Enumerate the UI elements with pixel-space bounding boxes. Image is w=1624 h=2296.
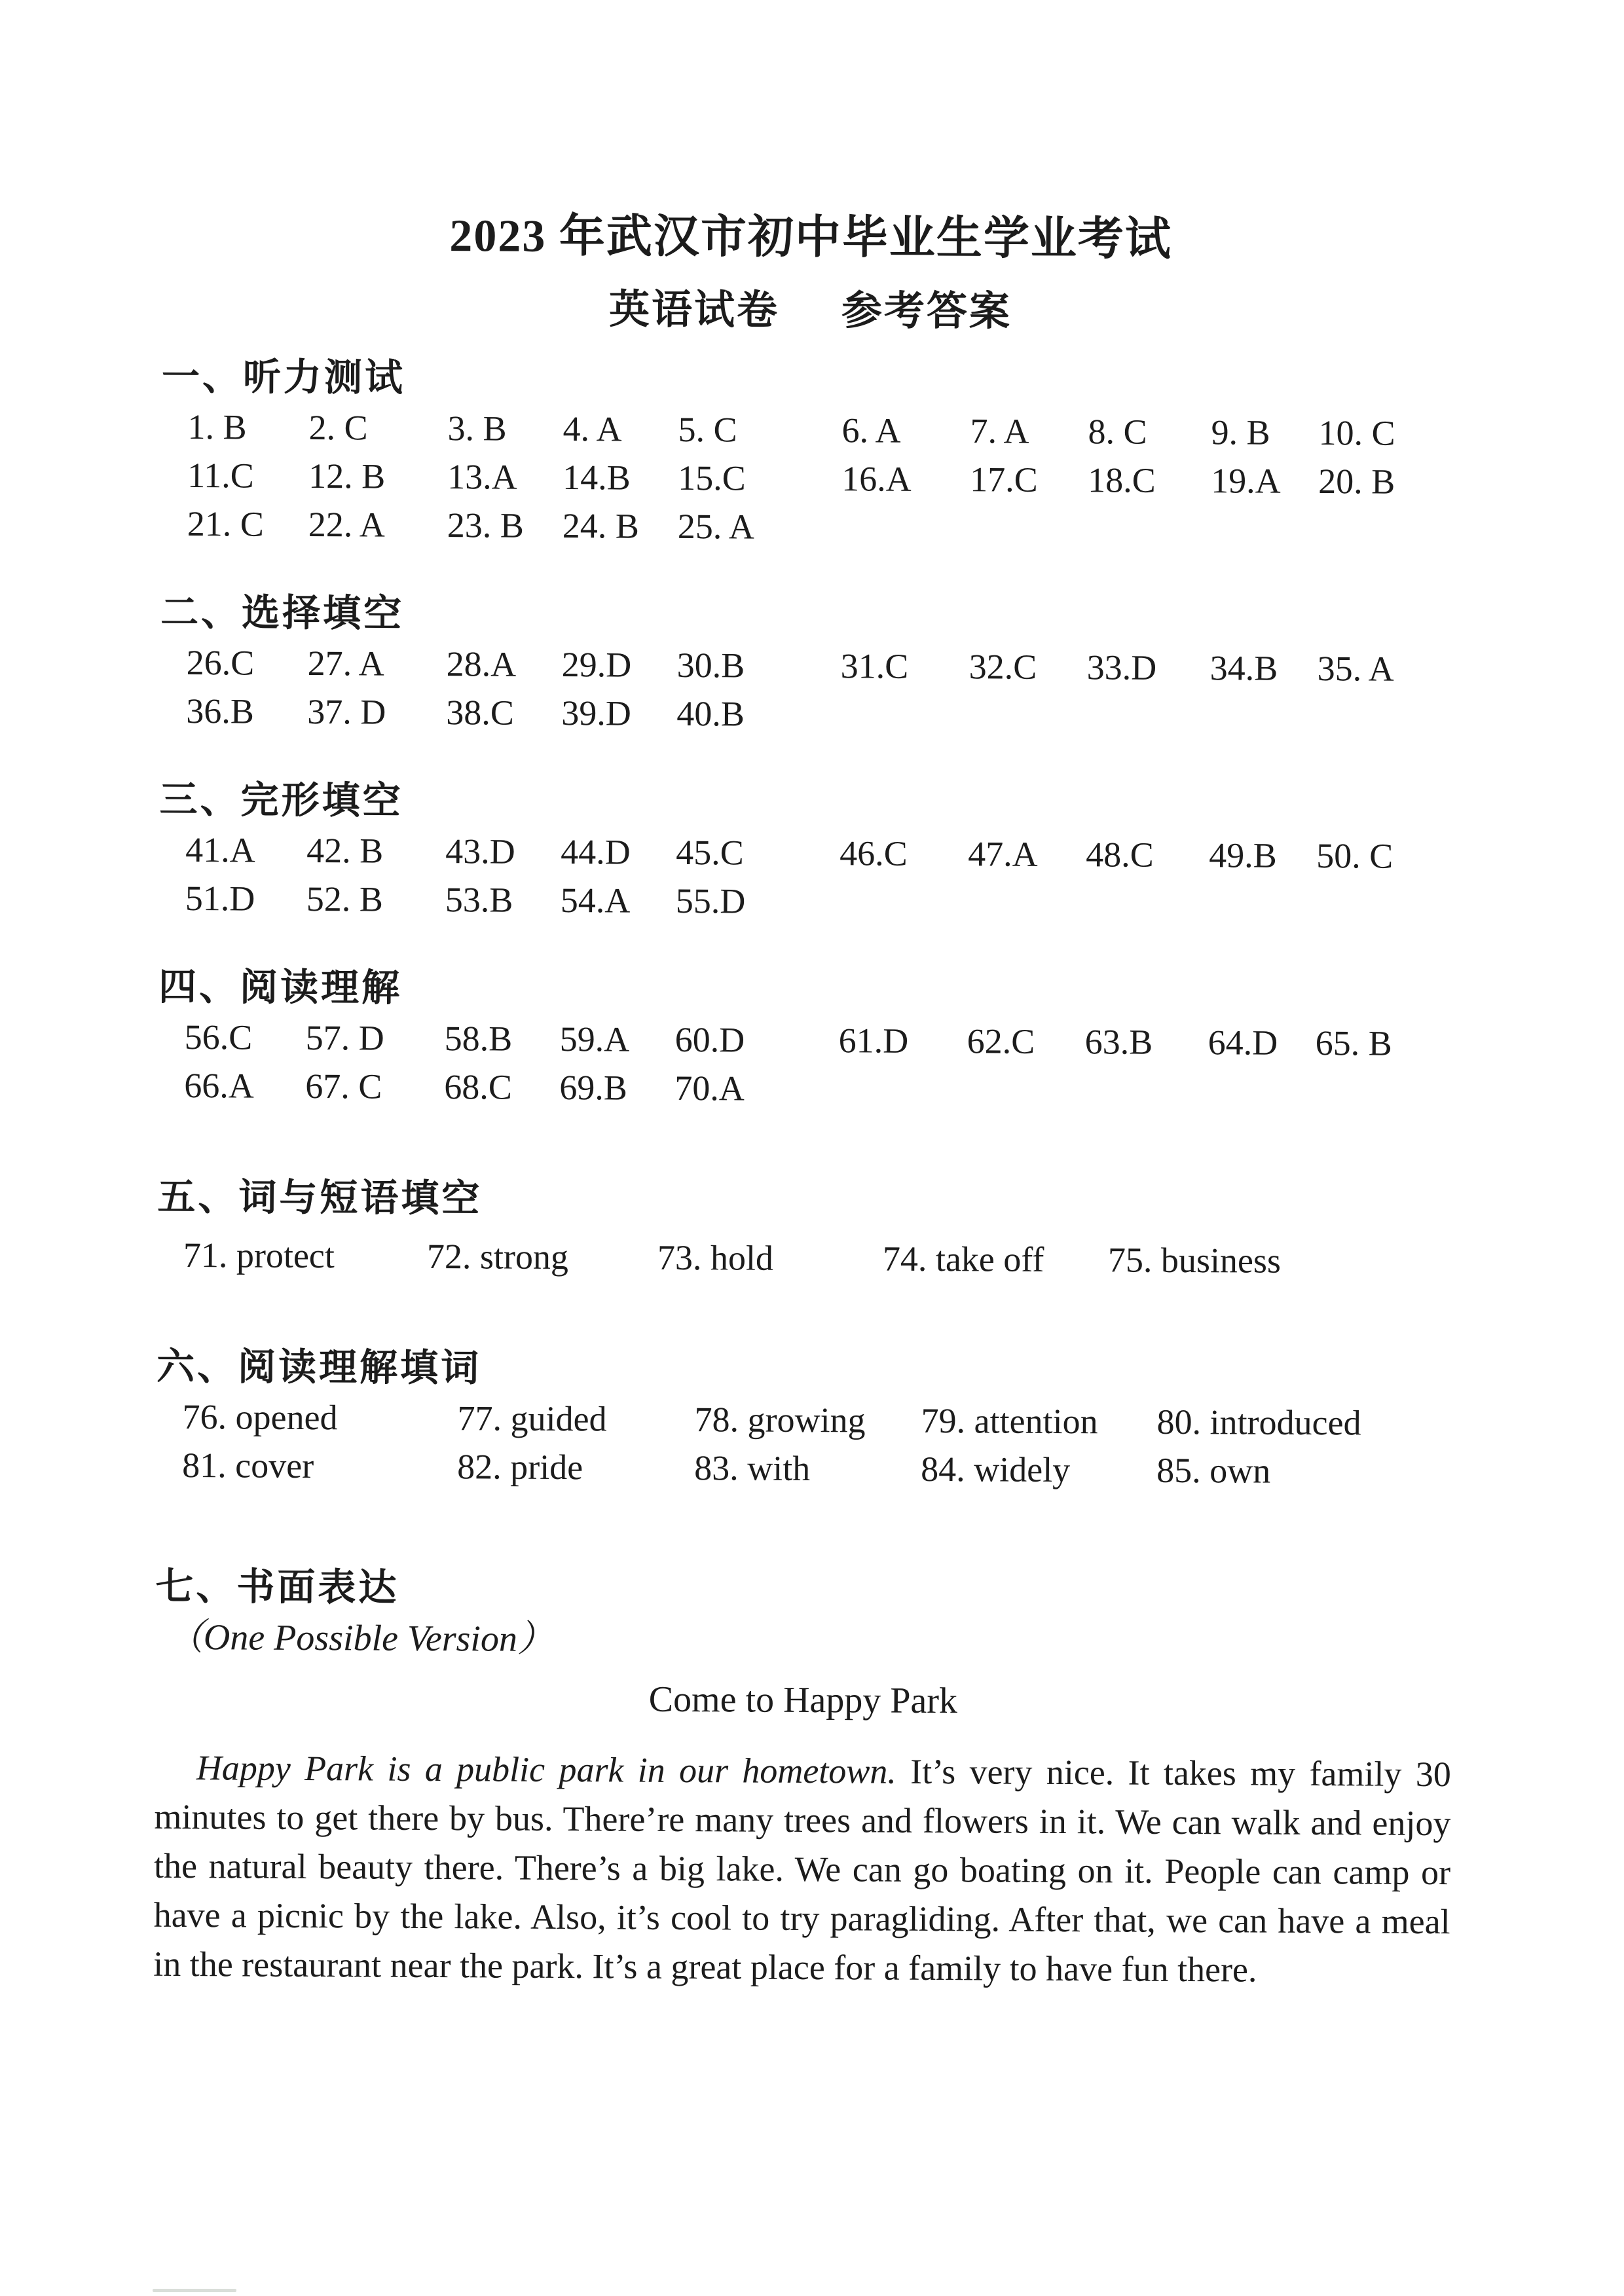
answer-cell: 19.A [1211,461,1281,501]
answer-cell: 1. B [187,407,247,447]
answer-cell: 11.C [187,456,254,496]
answer-cell: 24. B [562,506,639,546]
section-heading: 五、词与短语填空 [157,1175,483,1220]
answer-cell: 66.A [184,1066,254,1106]
answer-cell: 47.A [968,834,1038,874]
answer-cell: 72. strong [426,1236,569,1277]
answer-row [186,638,1456,693]
writing-section [153,1561,1452,1995]
answer-cell: 59.A [559,1019,630,1059]
answer-cell: 23. B [447,505,524,545]
answer-cell: 33.D [1086,647,1157,687]
answer-cell: 35. A [1317,649,1394,689]
answer-cell: 43.D [445,831,515,871]
answer-cell: 29.D [561,645,632,685]
answer-cell: 64.D [1208,1023,1278,1063]
subtitle-reference-answers: 参考答案 [841,289,1012,335]
answer-cell: 57. D [305,1017,384,1058]
answer-cell: 36.B [186,691,254,731]
answer-cell: 16.A [841,459,912,499]
answer-cell: 26.C [186,643,255,683]
answer-cell: 71. protect [183,1235,335,1276]
essay-body-text: It’s very nice. It takes my family 30 minutes to get there by bus. There’re many trees and flowers in it. We can walk and enjoy the natural beauty there. There’s a big lake. We can go boating on it. People can camp or have a picnic by the lake. Also, it’s cool to try paragliding. After that, we can have a meal in the restaurant near the park. It’s a great place for a family to have fun there. [153,1751,1451,1990]
answer-cell: 44.D [561,832,631,872]
answer-cell: 67. C [305,1066,382,1106]
essay-paragraph [153,1743,1451,1995]
answer-cell: 38.C [446,693,514,733]
answer-cell: 55.D [675,881,746,921]
answer-section [161,352,1459,555]
answer-cell: 5. C [678,409,737,450]
answer-cell: 34.B [1209,648,1278,688]
page-subtitle [162,282,1458,340]
answer-section [159,774,1456,929]
answer-cell: 14.B [563,458,631,498]
answer-cell: 45.C [676,832,744,873]
answer-row [184,1013,1454,1068]
section-heading: 一、听力测试 [161,355,406,399]
answer-cell: 74. take off [882,1239,1044,1279]
answer-cell: 78. growing [694,1400,866,1440]
section-heading: 四、阅读理解 [158,965,403,1010]
answer-row [183,1231,1454,1286]
answer-cell: 46.C [840,833,908,873]
section-heading: 七、书面表达 [155,1565,399,1609]
answer-cell: 62.C [967,1021,1035,1061]
answer-cell: 65. B [1315,1023,1392,1063]
answer-row [187,403,1458,458]
answer-cell: 69.B [559,1068,627,1108]
answer-cell: 84. widely [921,1449,1071,1490]
answer-cell: 75. business [1107,1240,1282,1281]
answer-row [185,826,1456,881]
answer-section [157,1172,1454,1286]
answer-cell: 42. B [306,830,384,871]
answer-cell: 9. B [1211,412,1270,452]
answer-cell: 40.B [676,693,745,734]
answer-cell: 13.A [447,457,517,497]
answer-cell: 7. A [970,411,1029,451]
answer-cell: 80. introduced [1156,1402,1361,1443]
answer-cell: 81. cover [182,1445,314,1486]
answer-cell: 56.C [184,1017,253,1057]
answer-cell: 76. opened [182,1396,338,1438]
answer-cell: 53.B [445,880,513,920]
answer-cell: 48.C [1086,835,1154,875]
answer-cell: 31.C [840,646,909,686]
answer-row [182,1393,1452,1448]
answer-cell: 22. A [308,504,385,545]
answer-cell: 63.B [1084,1022,1153,1062]
answer-cell: 30.B [676,645,745,685]
answer-cell: 85. own [1156,1450,1271,1491]
page-title: 2023 年武汉市初中毕业生学业考试 [449,211,1173,265]
answer-row [187,451,1458,506]
answer-row [187,500,1458,555]
answer-cell: 8. C [1088,412,1147,452]
answer-cell: 70.A [674,1068,745,1108]
answer-cell: 68.C [444,1067,512,1107]
answer-cell: 41.A [185,830,255,870]
answer-cell: 50. C [1316,836,1393,876]
answer-section [156,1341,1453,1496]
answer-cell: 61.D [838,1021,909,1061]
answer-cell: 37. D [307,691,386,732]
answer-cell: 51.D [185,879,255,919]
answer-cell: 20. B [1318,462,1395,501]
answer-cell: 83. with [694,1448,811,1489]
answer-row [182,1441,1452,1496]
section-heading: 三、完形填空 [159,778,403,822]
answer-cell: 77. guided [457,1398,607,1439]
answer-cell: 49.B [1209,835,1277,875]
answer-cell: 82. pride [457,1447,583,1487]
answer-cell: 58.B [444,1019,513,1059]
subtitle-exam-paper: 英语试卷 [608,287,780,333]
answer-row [186,687,1456,742]
essay-title: Come to Happy Park [648,1679,958,1722]
answer-cell: 21. C [187,504,264,544]
answer-cell: 2. C [308,407,368,448]
answer-cell: 54.A [560,881,631,920]
answer-cell: 15.C [678,458,746,498]
answer-section [160,587,1457,742]
answer-row [184,1061,1454,1116]
scan-artifact [153,2289,236,2292]
answer-section [158,962,1455,1116]
essay-lead-sentence: Happy Park is a public park in our hometown. [196,1748,897,1791]
answer-cell: 32.C [969,647,1037,687]
answer-cell: 25. A [677,506,754,547]
answer-cell: 39.D [561,693,631,733]
answer-cell: 6. A [841,410,901,450]
answer-cell: 17.C [970,460,1038,500]
answer-cell: 27. A [307,643,384,683]
section-heading: 二、选择填空 [160,591,405,635]
answer-cell: 79. attention [921,1400,1098,1442]
answer-cell: 18.C [1088,460,1156,500]
answer-cell: 60.D [674,1019,745,1060]
answer-cell: 28.A [446,644,517,684]
answer-row [185,874,1456,929]
answer-cell: 12. B [308,456,386,496]
answer-cell: 3. B [447,409,507,448]
answer-cell: 73. hold [657,1237,774,1278]
answer-cell: 52. B [306,879,383,919]
answer-cell: 4. A [563,409,622,449]
version-note: （One Possible Version） [166,1616,555,1660]
answer-sections [156,352,1458,1496]
section-heading: 六、阅读理解填词 [156,1345,482,1390]
answer-cell: 10. C [1318,413,1395,453]
